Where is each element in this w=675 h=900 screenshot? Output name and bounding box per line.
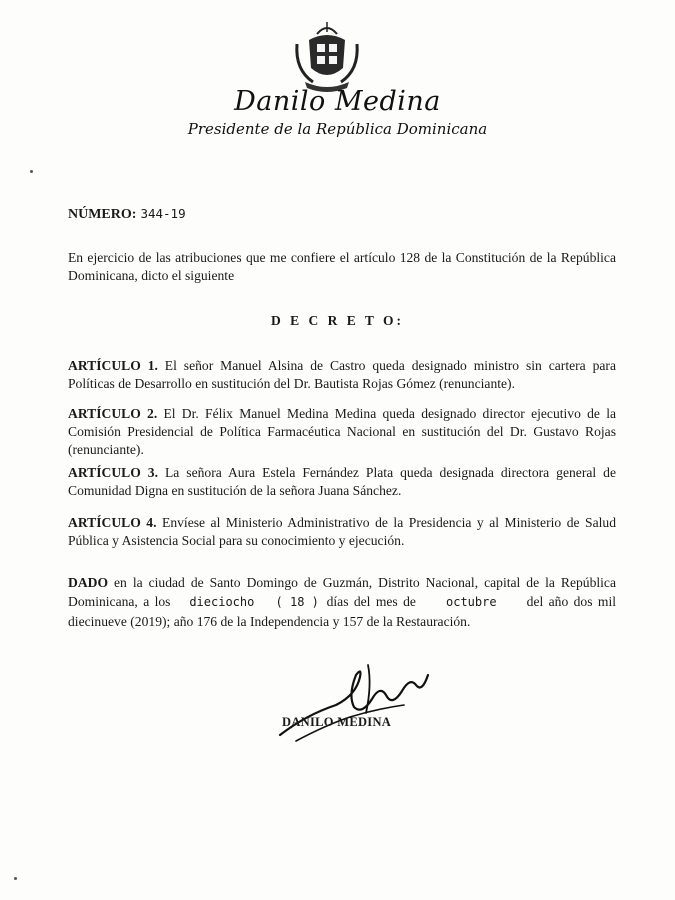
article-text: El Dr. Félix Manuel Medina Medina queda designado director ejecutivo de la Comisión Presidencial de Política Farmacéutica Nacional en sustitución del Dr. Gustavo Rojas (renunciante). (68, 406, 617, 457)
scan-speck (30, 170, 33, 173)
signer-name: DANILO MEDINA (282, 715, 392, 729)
article-4 (68, 514, 616, 550)
article-2 (68, 405, 616, 459)
article-label: ARTÍCULO 4. (68, 515, 157, 530)
day-number-close: ) (311, 595, 319, 609)
day-number (273, 593, 321, 612)
month: octubre (446, 595, 497, 609)
decreto-heading: D E C R E T O: (270, 313, 405, 328)
decree-number-label: NÚMERO: (68, 207, 137, 222)
day-words: dieciocho (189, 595, 255, 609)
signature-icon (276, 655, 436, 745)
article-label: ARTÍCULO 3. (68, 465, 158, 480)
article-1 (68, 357, 616, 393)
day-number-open: ( (275, 595, 283, 609)
article-text: El señor Manuel Alsina de Castro queda designado ministro sin cartera para Políticas de Desarrollo en sustitución del Dr. Bautista Rojas Gómez (renunciante). (68, 358, 616, 391)
article-3 (68, 464, 616, 500)
preamble: En ejercicio de las atribuciones que me confiere el artículo 128 de la Constitución de la República Dominicana, dicto el siguiente (68, 250, 616, 283)
dado-label: DADO (68, 575, 109, 590)
dado-text-3: del año dos mil diecinueve (2019); año 176 de la Independencia y 157 de la Restauración. (68, 594, 617, 629)
article-text: Envíese al Ministerio Administrativo de la Presidencia y al Ministerio de Salud Pública y Asistencia Social para su conocimiento y ejecución. (68, 515, 616, 548)
scan-speck (14, 877, 17, 880)
decree-number (68, 206, 186, 223)
decree-number-value: 344-19 (140, 206, 186, 221)
dado-paragraph (68, 573, 616, 631)
article-label: ARTÍCULO 1. (68, 358, 158, 373)
letterhead-name: Danilo Medina (234, 86, 441, 117)
dado-text-1: en la ciudad de Santo Domingo de Guzmán, Distrito Nacional, capital de la República Dominicana, a los (68, 575, 616, 609)
letterhead-title: Presidente de la República Dominicana (187, 120, 488, 138)
article-label: ARTÍCULO 2. (68, 406, 158, 421)
article-text: La señora Aura Estela Fernández Plata queda designada directora general de Comunidad Digna en sustitución de la señora Juana Sánchez. (68, 465, 616, 498)
coat-of-arms-icon (291, 20, 363, 94)
dado-text-2: días del mes de (326, 594, 416, 609)
day-number-value: 18 (289, 595, 305, 609)
